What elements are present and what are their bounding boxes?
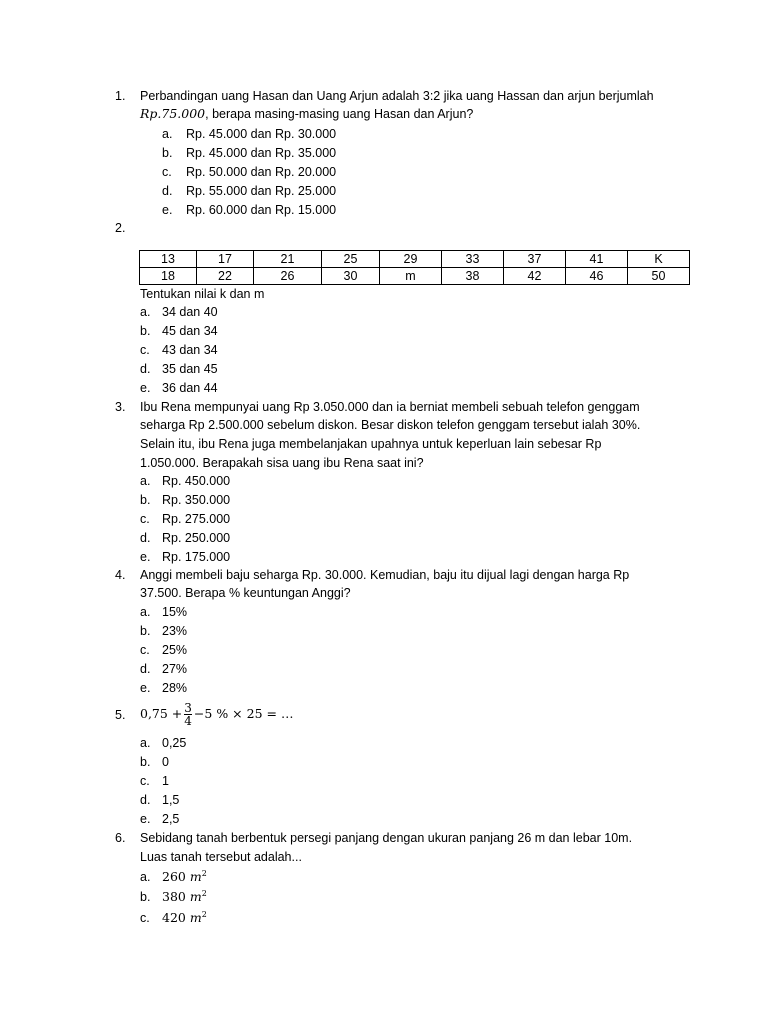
area-value: 380 — [162, 889, 186, 905]
question-2-option-d-letter: d. — [140, 362, 151, 376]
question-2-option-b: 45 dan 34 — [162, 324, 218, 338]
question-5-option-d: 1,5 — [162, 793, 180, 807]
table-cell: 41 — [566, 251, 628, 268]
question-1-option-a: Rp. 45.000 dan Rp. 30.000 — [186, 127, 337, 141]
question-3-option-e-letter: e. — [140, 550, 151, 564]
question-4-option-e: 28% — [162, 681, 188, 695]
question-4-option-d: 27% — [162, 662, 188, 676]
fraction-numerator: 3 — [184, 700, 192, 715]
question-2-option-e-letter: e. — [140, 381, 151, 395]
question-1-line-2-text: , berapa masing-masing uang Hasan dan Arjun? — [205, 107, 474, 121]
question-3-line-4: 1.050.000. Berapakah sisa uang ibu Rena saat ini? — [140, 456, 424, 470]
question-3-line-1: Ibu Rena mempunyai uang Rp 3.050.000 dan ia berniat membeli sebuah telefon genggam — [140, 400, 640, 414]
question-2-number: 2. — [115, 221, 126, 235]
question-6-option-b-letter: b. — [140, 890, 151, 904]
question-1-option-e-letter: e. — [162, 203, 173, 217]
question-1-option-d-letter: d. — [162, 184, 173, 198]
fraction-denominator: 4 — [184, 713, 192, 728]
question-1-line-2 — [140, 108, 473, 121]
question-3-number: 3. — [115, 400, 126, 414]
table-row — [140, 268, 690, 285]
question-5-expression — [140, 699, 293, 729]
table-row — [140, 251, 690, 268]
question-4-option-d-letter: d. — [140, 662, 151, 676]
question-1-option-b-letter: b. — [162, 146, 173, 160]
table-cell: 30 — [322, 268, 380, 285]
question-5-option-e: 2,5 — [162, 812, 180, 826]
question-2-prompt: Tentukan nilai k dan m — [140, 287, 265, 301]
question-3-option-b-letter: b. — [140, 493, 151, 507]
question-3-line-3: Selain itu, ibu Rena juga membelanjakan upahnya untuk keperluan lain sebesar Rp — [140, 437, 602, 451]
area-unit: m — [189, 910, 202, 926]
question-6-line-2: Luas tanah tersebut adalah... — [140, 850, 302, 864]
question-1-option-e: Rp. 60.000 dan Rp. 15.000 — [186, 203, 337, 217]
question-5-number: 5. — [115, 708, 126, 722]
question-5-option-a: 0,25 — [162, 736, 187, 750]
area-unit: m — [189, 889, 202, 905]
question-3-option-e: Rp. 175.000 — [162, 550, 231, 564]
question-4-option-b-letter: b. — [140, 624, 151, 638]
question-5-option-a-letter: a. — [140, 736, 151, 750]
question-2-option-c: 43 dan 34 — [162, 343, 218, 357]
area-exponent: 2 — [201, 910, 207, 919]
question-1-option-a-letter: a. — [162, 127, 173, 141]
question-4-option-c: 25% — [162, 643, 188, 657]
question-3-option-b: Rp. 350.000 — [162, 493, 231, 507]
table-cell: 25 — [322, 251, 380, 268]
question-2-option-b-letter: b. — [140, 324, 151, 338]
expression-part-2: −5 % × 25 = … — [193, 705, 294, 721]
table-cell: 29 — [380, 251, 442, 268]
question-4-option-c-letter: c. — [140, 643, 150, 657]
question-1-line-1: Perbandingan uang Hasan dan Uang Arjun adalah 3:2 jika uang Hassan dan arjun berjumlah — [140, 89, 654, 103]
table-cell: 38 — [442, 268, 504, 285]
table-cell: m — [380, 268, 442, 285]
question-5-option-d-letter: d. — [140, 793, 151, 807]
question-4-option-e-letter: e. — [140, 681, 151, 695]
question-4-option-a-letter: a. — [140, 605, 151, 619]
question-4-option-a: 15% — [162, 605, 188, 619]
area-value: 420 — [162, 910, 186, 926]
question-3-option-d: Rp. 250.000 — [162, 531, 231, 545]
table-cell: 17 — [197, 251, 254, 268]
question-1-option-b: Rp. 45.000 dan Rp. 35.000 — [186, 146, 337, 160]
question-2-option-e: 36 dan 44 — [162, 381, 218, 395]
question-1-amount: Rp.75.000 — [140, 106, 206, 121]
question-6-option-b — [162, 890, 207, 904]
question-6-number: 6. — [115, 831, 126, 845]
question-6-line-1: Sebidang tanah berbentuk persegi panjang dengan ukuran panjang 26 m dan lebar 10m. — [140, 831, 633, 845]
area-exponent: 2 — [201, 869, 207, 878]
question-3-option-d-letter: d. — [140, 531, 151, 545]
question-4-option-b: 23% — [162, 624, 188, 638]
question-5-option-e-letter: e. — [140, 812, 151, 826]
question-5-option-c: 1 — [162, 774, 169, 788]
table-cell: 26 — [254, 268, 322, 285]
table-cell: 22 — [197, 268, 254, 285]
table-cell: 50 — [628, 268, 690, 285]
question-6-option-c-letter: c. — [140, 911, 150, 925]
area-exponent: 2 — [201, 889, 207, 898]
table-cell: 42 — [504, 268, 566, 285]
area-unit: m — [189, 869, 202, 885]
question-4-line-1: Anggi membeli baju seharga Rp. 30.000. Kemudian, baju itu dijual lagi dengan harga Rp — [140, 568, 630, 582]
question-5-option-b: 0 — [162, 755, 169, 769]
question-3-option-a: Rp. 450.000 — [162, 474, 231, 488]
question-2-option-a: 34 dan 40 — [162, 305, 218, 319]
question-5-option-b-letter: b. — [140, 755, 151, 769]
table-cell: K — [628, 251, 690, 268]
number-pattern-table — [139, 250, 690, 285]
table-cell: 21 — [254, 251, 322, 268]
question-1-option-d: Rp. 55.000 dan Rp. 25.000 — [186, 184, 337, 198]
table-cell: 18 — [140, 268, 197, 285]
question-3-option-c: Rp. 275.000 — [162, 512, 231, 526]
table-cell: 13 — [140, 251, 197, 268]
question-1-option-c-letter: c. — [162, 165, 172, 179]
table-cell: 33 — [442, 251, 504, 268]
question-2-option-c-letter: c. — [140, 343, 150, 357]
question-1-number: 1. — [115, 89, 126, 103]
question-1-option-c: Rp. 50.000 dan Rp. 20.000 — [186, 165, 337, 179]
question-6-option-a-letter: a. — [140, 870, 151, 884]
question-4-number: 4. — [115, 568, 126, 582]
question-6-option-c — [162, 911, 207, 925]
area-value: 260 — [162, 869, 186, 885]
question-3-line-2: seharga Rp 2.500.000 sebelum diskon. Besar diskon telefon genggam tersebut ialah 30%. — [140, 418, 641, 432]
question-5-option-c-letter: c. — [140, 774, 150, 788]
question-6-option-a — [162, 870, 207, 884]
table-cell: 37 — [504, 251, 566, 268]
expression-part-1: 0,75 + — [140, 705, 183, 721]
question-2-option-a-letter: a. — [140, 305, 151, 319]
question-3-option-a-letter: a. — [140, 474, 151, 488]
question-3-option-c-letter: c. — [140, 512, 150, 526]
table-cell: 46 — [566, 268, 628, 285]
fraction — [184, 702, 192, 727]
question-2-option-d: 35 dan 45 — [162, 362, 218, 376]
question-4-line-2: 37.500. Berapa % keuntungan Anggi? — [140, 586, 351, 600]
